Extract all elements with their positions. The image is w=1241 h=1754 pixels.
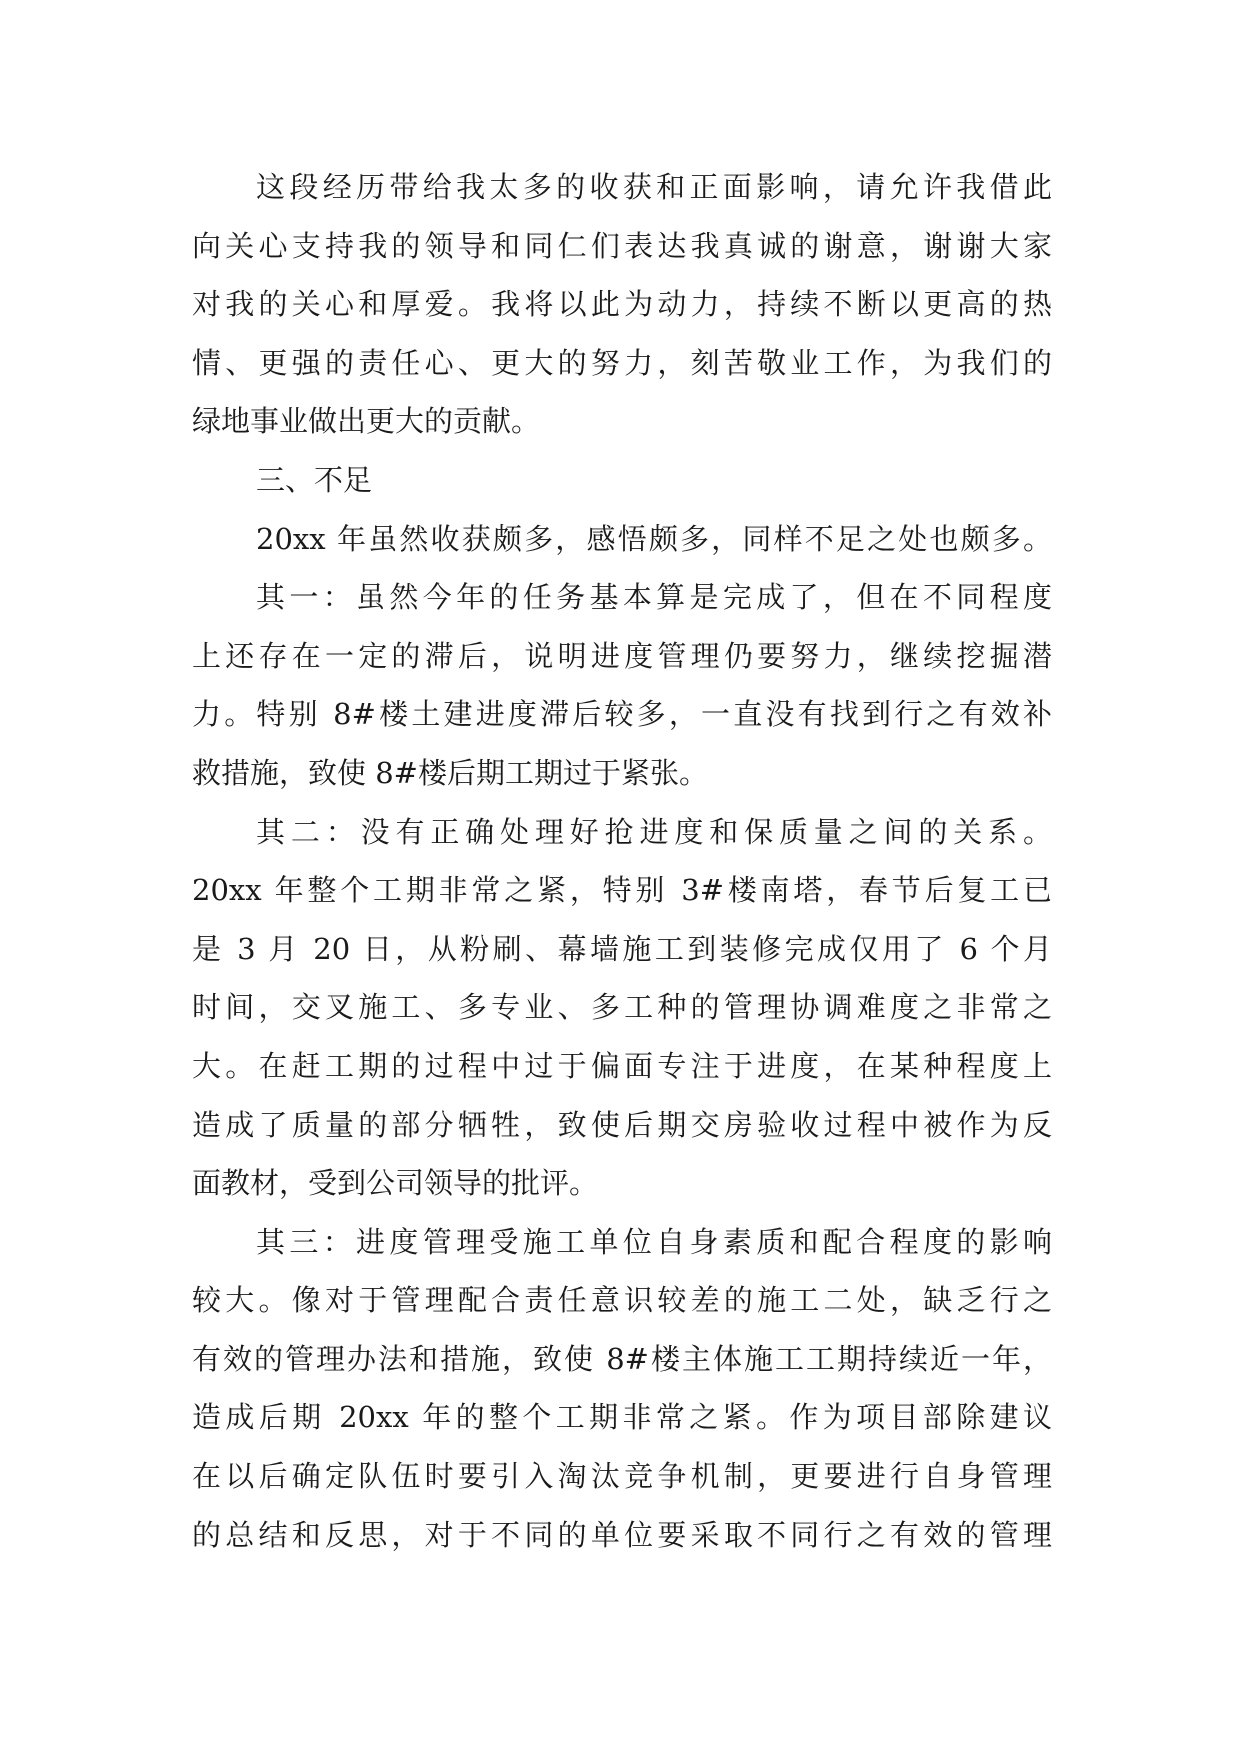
text-line: 面教材，受到公司领导的批评。 (192, 1166, 599, 1201)
text-line: 救措施，致使 8#楼后期工期过于紧张。 (192, 755, 708, 790)
text-line: 其二：没有正确处理好抢进度和保质量之间的关系。 (256, 814, 1052, 849)
text-line: 情、更强的责任心、更大的努力，刻苦敬业工作，为我们的 (192, 345, 1052, 380)
text-line: 较大。像对于管理配合责任意识较差的施工二处，缺乏行之 (192, 1283, 1052, 1318)
text-line: 对我的关心和厚爱。我将以此为动力，持续不断以更高的热 (192, 287, 1052, 322)
text-line: 三、不足 (256, 462, 373, 497)
text-line: 绿地事业做出更大的贡献。 (192, 404, 541, 439)
text-line: 是 3 月 20 日，从粉刷、幕墙施工到装修完成仅用了 6 个月 (192, 931, 1052, 966)
text-line: 有效的管理办法和措施，致使 8#楼主体施工工期持续近一年， (192, 1341, 1052, 1376)
text-line: 这段经历带给我太多的收获和正面影响，请允许我借此 (256, 170, 1052, 204)
text-line: 造成了质量的部分牺牲，致使后期交房验收过程中被作为反 (192, 1107, 1052, 1142)
text-line: 其一：虽然今年的任务基本算是完成了，但在不同程度 (256, 580, 1052, 615)
text-line: 力。特别 8#楼土建进度滞后较多，一直没有找到行之有效补 (192, 697, 1052, 732)
text-line: 的总结和反思，对于不同的单位要采取不同行之有效的管理 (192, 1517, 1052, 1552)
text-line: 大。在赶工期的过程中过于偏面专注于进度，在某种程度上 (192, 1048, 1052, 1083)
text-line: 造成后期 20xx 年的整个工期非常之紧。作为项目部除建议 (192, 1400, 1052, 1435)
text-line: 在以后确定队伍时要引入淘汰竞争机制，更要进行自身管理 (192, 1459, 1052, 1494)
text-line: 向关心支持我的领导和同仁们表达我真诚的谢意，谢谢大家 (192, 228, 1052, 263)
text-line: 20xx 年整个工期非常之紧，特别 3#楼南塔，春节后复工已 (192, 873, 1052, 908)
text-line: 时间，交叉施工、多专业、多工种的管理协调难度之非常之 (192, 990, 1052, 1025)
text-line: 其三：进度管理受施工单位自身素质和配合程度的影响 (256, 1224, 1052, 1259)
text-line: 20xx 年虽然收获颇多，感悟颇多，同样不足之处也颇多。 (256, 521, 1052, 556)
text-line: 上还存在一定的滞后，说明进度管理仍要努力，继续挖掘潜 (192, 638, 1052, 673)
document-body (192, 158, 1052, 1564)
